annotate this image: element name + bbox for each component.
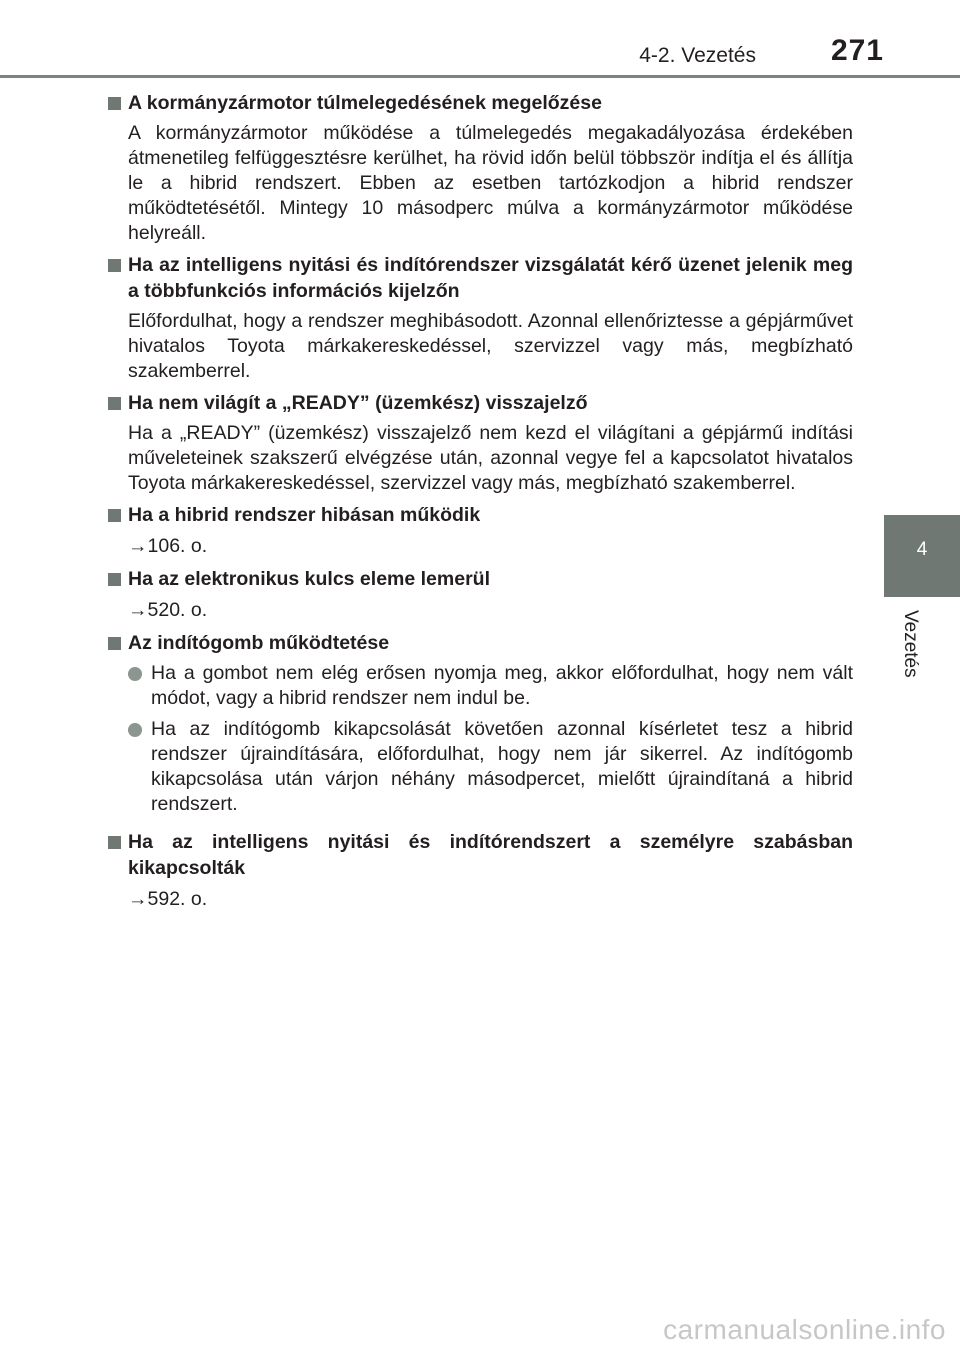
square-bullet-icon <box>108 836 121 849</box>
section-title: 4-2. Vezetés <box>639 44 756 67</box>
bullet-text: Ha a gombot nem elég erősen nyomja meg, akkor előfordulhat, hogy nem vált módot, vagy a hibrid rendszer nem indul be. <box>151 662 853 709</box>
heading-text: Ha a hibrid rendszer hibásan működik <box>128 504 481 526</box>
heading-text: Ha az intelligens nyitási és indítórendszert a személyre szabásban kikapcsolták <box>128 831 853 879</box>
chapter-tab <box>884 515 960 597</box>
page-reference: →106. o. <box>128 535 208 557</box>
section-heading <box>108 502 853 528</box>
section-heading <box>108 90 853 116</box>
watermark-text: carmanualsonline.info <box>663 1314 946 1345</box>
square-bullet-icon <box>108 259 121 272</box>
section-heading <box>108 566 853 592</box>
page-header <box>0 0 960 80</box>
paragraph: A kormányzármotor működése a túlmelegedés megakadályozása érdekében átmenetileg felfüggesztésre kerülhet, ha rövid időn belül többször indítja el és állítja le a hibrid rendszert. Ebben az esetben tartózkodjon a hibrid rendszer működtetésétől. Mintegy 10 másodperc múlva a kormányzármotor működése helyreáll. <box>128 122 853 244</box>
round-bullet-icon <box>128 667 142 681</box>
page-reference: →592. o. <box>128 888 208 910</box>
section-heading <box>108 630 853 656</box>
paragraph: Előfordulhat, hogy a rendszer meghibásodott. Azonnal ellenőriztesse a gépjárművet hivatalos Toyota márkakereskedéssel, szervizzel vagy más, megbízható szakemberrel. <box>128 310 853 382</box>
heading-text: Ha az intelligens nyitási és indítórendszer vizsgálatát kérő üzenet jelenik meg a többfunkciós információs kijelzőn <box>128 254 853 302</box>
section-heading <box>108 252 853 304</box>
square-bullet-icon <box>108 397 121 410</box>
page-number: 271 <box>830 34 884 67</box>
square-bullet-icon <box>108 97 121 110</box>
square-bullet-icon <box>108 509 121 522</box>
heading-text: Ha az elektronikus kulcs eleme lemerül <box>128 568 491 590</box>
header-rule <box>0 75 960 78</box>
heading-text: Ha nem világít a „READY” (üzemkész) visszajelző <box>128 392 588 414</box>
square-bullet-icon <box>108 573 121 586</box>
bullet-text: Ha az indítógomb kikapcsolását követően azonnal kísérletet tesz a hibrid rendszer újraindítására, előfordulhat, hogy nem jár sikerrel. Az indítógomb kikapcsolása után várjon néhány másodpercet, mielőtt újraindítaná a hibrid rendszert. <box>151 718 853 815</box>
page-content <box>108 90 853 919</box>
heading-text: Az indítógomb működtetése <box>128 632 390 654</box>
chapter-tab-number: 4 <box>916 539 928 560</box>
round-bullet-icon <box>128 723 142 737</box>
heading-text: A kormányzármotor túlmelegedésének megelőzése <box>128 92 602 114</box>
chapter-side-label-text: Vezetés <box>900 610 921 678</box>
section-heading <box>108 390 853 416</box>
chapter-side-label <box>896 610 946 690</box>
bullet-item <box>108 661 853 711</box>
section-heading <box>108 829 853 881</box>
paragraph: Ha a „READY” (üzemkész) visszajelző nem kezd el világítani a gépjármű indítási műveleteinek szakszerű elvégzése után, azonnal vegye fel a kapcsolatot hivatalos Toyota márkakereskedéssel, szervizzel vagy más, megbízható szakemberrel. <box>128 422 853 494</box>
bullet-item <box>108 717 853 817</box>
square-bullet-icon <box>108 637 121 650</box>
page-reference: →520. o. <box>128 599 208 621</box>
